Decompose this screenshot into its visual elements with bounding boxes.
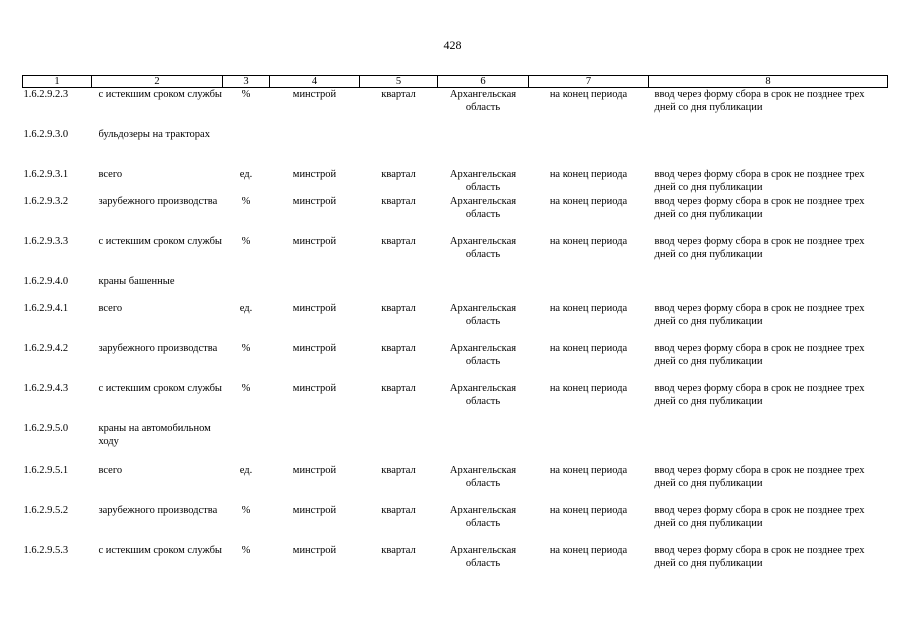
row-period xyxy=(360,275,438,302)
column-header: 4 xyxy=(270,76,360,88)
table-row xyxy=(23,544,888,584)
row-region: Архангельская область xyxy=(449,505,517,529)
row-moment: на конец периода xyxy=(549,505,628,516)
row-moment: на конец периода xyxy=(549,465,628,476)
row-name: зарубежного производства xyxy=(98,196,218,207)
row-method: ввод через форму сбора в срок не позднее трех дней со дня публикации xyxy=(654,89,865,113)
row-period: квартал xyxy=(381,196,416,207)
row-region: Архангельская область xyxy=(449,465,517,489)
row-moment: на конец периода xyxy=(549,89,628,100)
row-code: 1.6.2.9.5.3 xyxy=(23,545,69,556)
row-period: квартал xyxy=(381,505,416,516)
row-region xyxy=(438,422,529,464)
row-name: зарубежного производства xyxy=(98,343,218,354)
row-region: Архангельская область xyxy=(449,303,517,327)
row-name: зарубежного производства xyxy=(98,505,218,516)
row-name: краны башенные xyxy=(98,276,175,287)
row-method: ввод через форму сбора в срок не позднее трех дней со дня публикации xyxy=(654,236,865,260)
row-source: минстрой xyxy=(292,169,337,180)
row-region: Архангельская область xyxy=(449,545,517,569)
row-moment: на конец периода xyxy=(549,169,628,180)
row-code: 1.6.2.9.3.0 xyxy=(23,129,69,140)
row-method: ввод через форму сбора в срок не позднее трех дней со дня публикации xyxy=(654,545,865,569)
row-name: всего xyxy=(98,303,123,314)
row-source: минстрой xyxy=(292,236,337,247)
row-unit xyxy=(223,128,270,168)
row-source xyxy=(270,422,360,464)
row-period: квартал xyxy=(381,383,416,394)
row-period: квартал xyxy=(381,343,416,354)
row-name: с истекшим сроком службы xyxy=(98,383,222,394)
row-unit: % xyxy=(241,383,251,394)
row-name: краны на автомобильном ходу xyxy=(98,423,211,447)
row-source: минстрой xyxy=(292,465,337,476)
row-period: квартал xyxy=(381,236,416,247)
row-method: ввод через форму сбора в срок не позднее трех дней со дня публикации xyxy=(654,343,865,367)
row-unit: % xyxy=(241,236,251,247)
row-method: ввод через форму сбора в срок не позднее трех дней со дня публикации xyxy=(654,383,865,407)
row-name: всего xyxy=(98,465,123,476)
row-code: 1.6.2.9.3.2 xyxy=(23,196,69,207)
row-moment: на конец периода xyxy=(549,343,628,354)
row-method xyxy=(649,275,888,302)
row-region: Архангельская область xyxy=(449,169,517,193)
table-row xyxy=(23,195,888,235)
column-number-header xyxy=(23,76,888,88)
table-row xyxy=(23,302,888,342)
table-row xyxy=(23,504,888,544)
row-unit: % xyxy=(241,545,251,556)
row-unit: ед. xyxy=(239,303,253,314)
row-code: 1.6.2.9.3.3 xyxy=(23,236,69,247)
column-header: 5 xyxy=(360,76,438,88)
table-row xyxy=(23,342,888,382)
row-code: 1.6.2.9.2.3 xyxy=(23,89,69,100)
row-period xyxy=(360,422,438,464)
column-header: 1 xyxy=(23,76,92,88)
row-period xyxy=(360,128,438,168)
row-method: ввод через форму сбора в срок не позднее трех дней со дня публикации xyxy=(654,465,865,489)
table-row xyxy=(23,128,888,168)
column-header: 8 xyxy=(649,76,888,88)
row-code: 1.6.2.9.5.0 xyxy=(23,423,69,434)
row-source: минстрой xyxy=(292,505,337,516)
table-row xyxy=(23,88,888,129)
row-period: квартал xyxy=(381,89,416,100)
row-region: Архангельская область xyxy=(449,236,517,260)
row-region xyxy=(438,275,529,302)
row-code: 1.6.2.9.4.1 xyxy=(23,303,69,314)
row-method: ввод через форму сбора в срок не позднее трех дней со дня публикации xyxy=(654,505,865,529)
row-name: с истекшим сроком службы xyxy=(98,89,222,100)
row-code: 1.6.2.9.4.2 xyxy=(23,343,69,354)
row-region: Архангельская область xyxy=(449,196,517,220)
row-unit: % xyxy=(241,505,251,516)
row-code: 1.6.2.9.5.2 xyxy=(23,505,69,516)
row-code: 1.6.2.9.5.1 xyxy=(23,465,69,476)
row-source xyxy=(270,275,360,302)
row-source: минстрой xyxy=(292,303,337,314)
row-code: 1.6.2.9.4.0 xyxy=(23,276,69,287)
column-header: 6 xyxy=(438,76,529,88)
row-source: минстрой xyxy=(292,383,337,394)
row-moment xyxy=(529,128,649,168)
row-moment: на конец периода xyxy=(549,545,628,556)
row-name: бульдозеры на тракторах xyxy=(98,129,210,140)
table-row xyxy=(23,464,888,504)
row-moment: на конец периода xyxy=(549,383,628,394)
row-region: Архангельская область xyxy=(449,343,517,367)
row-name: с истекшим сроком службы xyxy=(98,545,222,556)
row-unit: % xyxy=(241,89,251,100)
row-unit: ед. xyxy=(239,465,253,476)
row-moment: на конец периода xyxy=(549,303,628,314)
row-region xyxy=(438,128,529,168)
row-unit: ед. xyxy=(239,169,253,180)
row-method xyxy=(649,128,888,168)
indicator-table xyxy=(22,75,888,584)
row-moment xyxy=(529,275,649,302)
row-source: минстрой xyxy=(292,89,337,100)
row-source: минстрой xyxy=(292,545,337,556)
row-unit: % xyxy=(241,343,251,354)
row-source xyxy=(270,128,360,168)
row-name: всего xyxy=(98,169,123,180)
table-row xyxy=(23,235,888,275)
row-method xyxy=(649,422,888,464)
table-row xyxy=(23,422,888,464)
row-name: с истекшим сроком службы xyxy=(98,236,222,247)
table-row xyxy=(23,168,888,195)
row-source: минстрой xyxy=(292,343,337,354)
table-row xyxy=(23,382,888,422)
row-method: ввод через форму сбора в срок не позднее трех дней со дня публикации xyxy=(654,196,865,220)
row-source: минстрой xyxy=(292,196,337,207)
row-unit xyxy=(223,275,270,302)
row-region: Архангельская область xyxy=(449,383,517,407)
page-number: 428 xyxy=(443,38,462,52)
row-period: квартал xyxy=(381,303,416,314)
table-row xyxy=(23,275,888,302)
row-code: 1.6.2.9.3.1 xyxy=(23,169,69,180)
row-moment: на конец периода xyxy=(549,196,628,207)
row-unit: % xyxy=(241,196,251,207)
row-method: ввод через форму сбора в срок не позднее трех дней со дня публикации xyxy=(654,169,865,193)
row-code: 1.6.2.9.4.3 xyxy=(23,383,69,394)
column-header: 3 xyxy=(223,76,270,88)
row-unit xyxy=(223,422,270,464)
column-header: 2 xyxy=(92,76,223,88)
column-header: 7 xyxy=(529,76,649,88)
row-method: ввод через форму сбора в срок не позднее трех дней со дня публикации xyxy=(654,303,865,327)
row-moment xyxy=(529,422,649,464)
row-period: квартал xyxy=(381,545,416,556)
row-period: квартал xyxy=(381,169,416,180)
row-moment: на конец периода xyxy=(549,236,628,247)
row-period: квартал xyxy=(381,465,416,476)
row-region: Архангельская область xyxy=(449,89,517,113)
